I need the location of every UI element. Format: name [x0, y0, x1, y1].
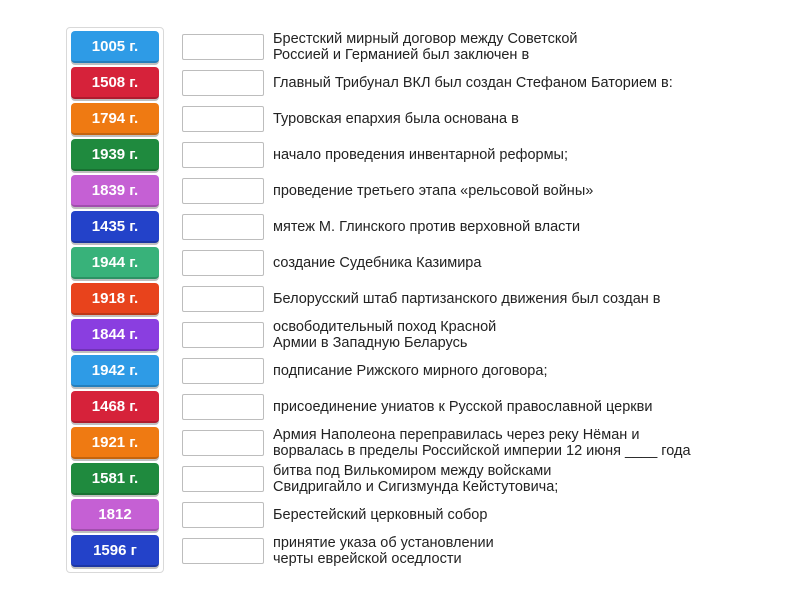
statement-text: Армия Наполеона переправилась через реку Нёман и ворвалась в пределы Российской империи 12 июня ____ года [273, 426, 691, 459]
answer-tile[interactable]: 1435 г. [71, 211, 159, 243]
drop-slot[interactable] [182, 142, 264, 168]
answer-tile[interactable]: 1005 г. [71, 31, 159, 63]
statement-text: Брестский мирный договор между Советской Россией и Германией был заключен в [273, 30, 578, 63]
statement-text: Главный Трибунал ВКЛ был создан Стефаном Баторием в: [273, 74, 673, 91]
answer-tile[interactable]: 1844 г. [71, 319, 159, 351]
statement-text: подписание Рижского мирного договора; [273, 362, 548, 379]
statement-text: проведение третьего этапа «рельсовой войны» [273, 182, 594, 199]
statement-text: освободительный поход Красной Армии в Западную Беларусь [273, 318, 497, 351]
drop-slot[interactable] [182, 214, 264, 240]
drop-slot[interactable] [182, 466, 264, 492]
statement-text: мятеж М. Глинского против верховной власти [273, 218, 581, 235]
statement-text: присоединение униатов к Русской православной церкви [273, 398, 653, 415]
statement-text: Берестейский церковный собор [273, 506, 488, 523]
statement-text: Туровская епархия была основана в [273, 110, 519, 127]
drop-slot[interactable] [182, 502, 264, 528]
answer-tile[interactable]: 1812 [71, 499, 159, 531]
answer-tile[interactable]: 1944 г. [71, 247, 159, 279]
answer-tile[interactable]: 1581 г. [71, 463, 159, 495]
drop-slot[interactable] [182, 106, 264, 132]
drop-slot[interactable] [182, 70, 264, 96]
drop-slot[interactable] [182, 430, 264, 456]
answer-tile[interactable]: 1596 г [71, 535, 159, 567]
statement-text: создание Судебника Казимира [273, 254, 482, 271]
statement-text: битва под Вилькомиром между войсками Свидригайло и Сигизмунда Кейстутовича; [273, 462, 559, 495]
statement-text: принятие указа об установлении черты еврейской оседлости [273, 534, 494, 567]
answer-tile[interactable]: 1468 г. [71, 391, 159, 423]
answer-tile[interactable]: 1939 г. [71, 139, 159, 171]
drop-slot[interactable] [182, 250, 264, 276]
drop-slot[interactable] [182, 286, 264, 312]
answer-tile[interactable]: 1839 г. [71, 175, 159, 207]
drop-slot[interactable] [182, 358, 264, 384]
drop-slot[interactable] [182, 538, 264, 564]
drop-slot[interactable] [182, 322, 264, 348]
statement-text: начало проведения инвентарной реформы; [273, 146, 568, 163]
statement-text: Белорусский штаб партизанского движения был создан в [273, 290, 661, 307]
answer-tile[interactable]: 1942 г. [71, 355, 159, 387]
drop-slot[interactable] [182, 394, 264, 420]
answer-tile[interactable]: 1508 г. [71, 67, 159, 99]
answer-tile[interactable]: 1918 г. [71, 283, 159, 315]
answer-tile[interactable]: 1794 г. [71, 103, 159, 135]
drop-slot[interactable] [182, 34, 264, 60]
drop-slot[interactable] [182, 178, 264, 204]
answer-tile[interactable]: 1921 г. [71, 427, 159, 459]
